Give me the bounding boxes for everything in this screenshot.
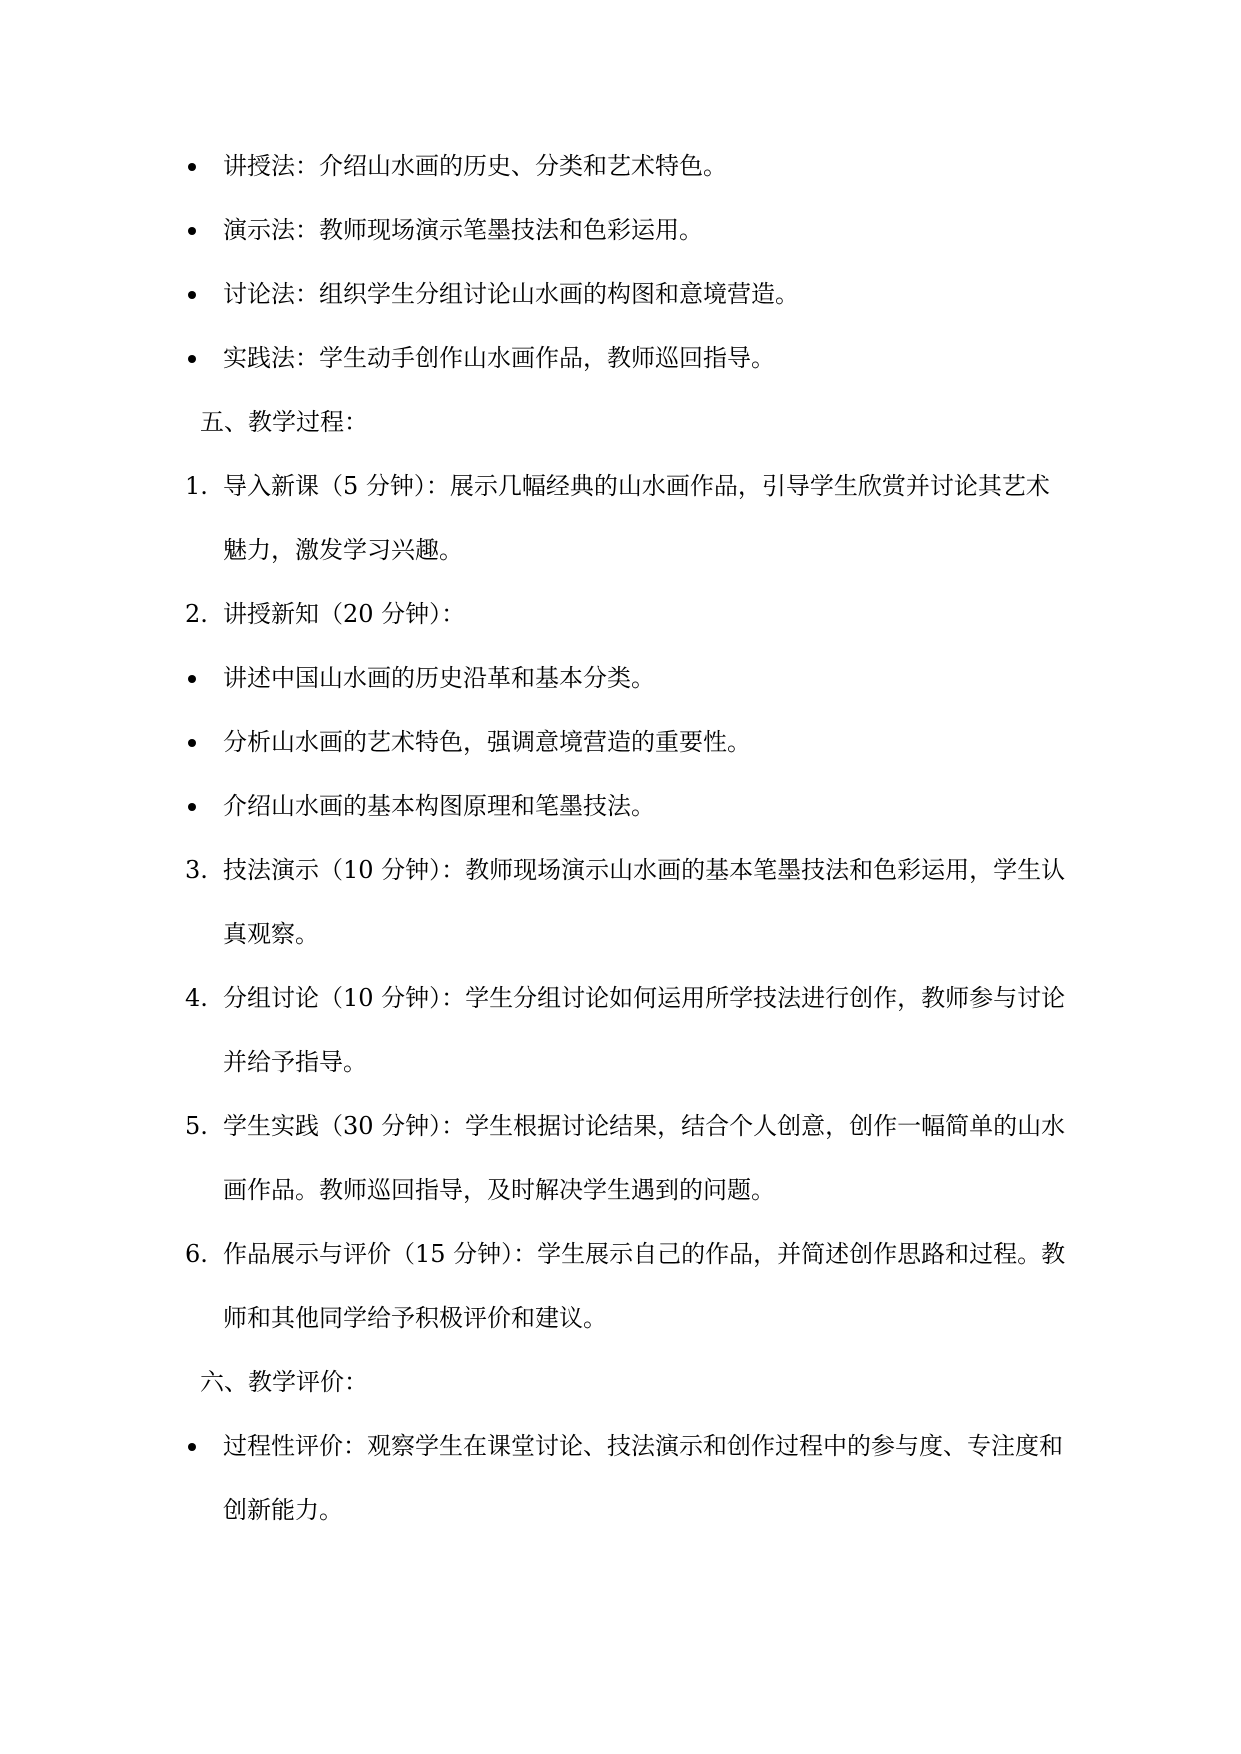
method-text: 实践法：学生动手创作山水画作品，教师巡回指导。 (223, 344, 775, 372)
method-text: 讲授法：介绍山水画的历史、分类和艺术特色。 (223, 152, 727, 180)
step-text-continued: 并给予指导。 (223, 1048, 367, 1076)
bullet-icon (188, 803, 196, 811)
step-number: 1. (185, 472, 208, 500)
step-text: 作品展示与评价（15 分钟）：学生展示自己的作品，并简述创作思路和过程。教 (223, 1240, 1066, 1268)
process-step (185, 982, 1103, 1014)
bullet-icon (188, 163, 196, 171)
process-step (185, 1238, 1103, 1270)
method-text: 演示法：教师现场演示笔墨技法和色彩运用。 (223, 216, 703, 244)
process-step (185, 854, 1103, 886)
bullet-icon (188, 675, 196, 683)
method-item (223, 150, 1103, 182)
sub-bullet-item (223, 662, 1103, 694)
step-number: 2. (185, 600, 208, 628)
step-number: 4. (185, 984, 208, 1012)
step-text: 讲授新知（20 分钟）： (223, 600, 466, 628)
bullet-icon (188, 739, 196, 747)
process-step (185, 1110, 1103, 1142)
evaluation-item (223, 1430, 1103, 1462)
step-text-continued: 师和其他同学给予积极评价和建议。 (223, 1304, 607, 1332)
evaluation-text-continued: 创新能力。 (223, 1496, 343, 1524)
step-number: 6. (185, 1240, 208, 1268)
step-number: 5. (185, 1112, 208, 1140)
step-text-continued: 真观察。 (223, 920, 319, 948)
step-text-continued: 魅力，激发学习兴趣。 (223, 536, 463, 564)
method-item (223, 214, 1103, 246)
bullet-icon (188, 355, 196, 363)
bullet-icon (188, 227, 196, 235)
process-step (185, 598, 1103, 630)
section-heading: 六、教学评价： (200, 1368, 368, 1396)
sub-bullet-text: 介绍山水画的基本构图原理和笔墨技法。 (223, 792, 655, 820)
step-text: 导入新课（5 分钟）：展示几幅经典的山水画作品，引导学生欣赏并讨论其艺术 (223, 472, 1050, 500)
step-number: 3. (185, 856, 208, 884)
method-item (223, 342, 1103, 374)
step-text: 技法演示（10 分钟）：教师现场演示山水画的基本笔墨技法和色彩运用，学生认 (223, 856, 1066, 884)
section-heading: 五、教学过程： (200, 408, 368, 436)
evaluation-text: 过程性评价：观察学生在课堂讨论、技法演示和创作过程中的参与度、专注度和 (223, 1432, 1063, 1460)
process-step (185, 470, 1103, 502)
sub-bullet-item (223, 726, 1103, 758)
bullet-icon (188, 1443, 196, 1451)
bullet-icon (188, 291, 196, 299)
method-text: 讨论法：组织学生分组讨论山水画的构图和意境营造。 (223, 280, 799, 308)
step-text: 分组讨论（10 分钟）：学生分组讨论如何运用所学技法进行创作，教师参与讨论 (223, 984, 1066, 1012)
sub-bullet-item (223, 790, 1103, 822)
step-text-continued: 画作品。教师巡回指导，及时解决学生遇到的问题。 (223, 1176, 775, 1204)
sub-bullet-text: 分析山水画的艺术特色，强调意境营造的重要性。 (223, 728, 751, 756)
method-item (223, 278, 1103, 310)
sub-bullet-text: 讲述中国山水画的历史沿革和基本分类。 (223, 664, 655, 692)
step-text: 学生实践（30 分钟）：学生根据讨论结果，结合个人创意，创作一幅简单的山水 (223, 1112, 1066, 1140)
